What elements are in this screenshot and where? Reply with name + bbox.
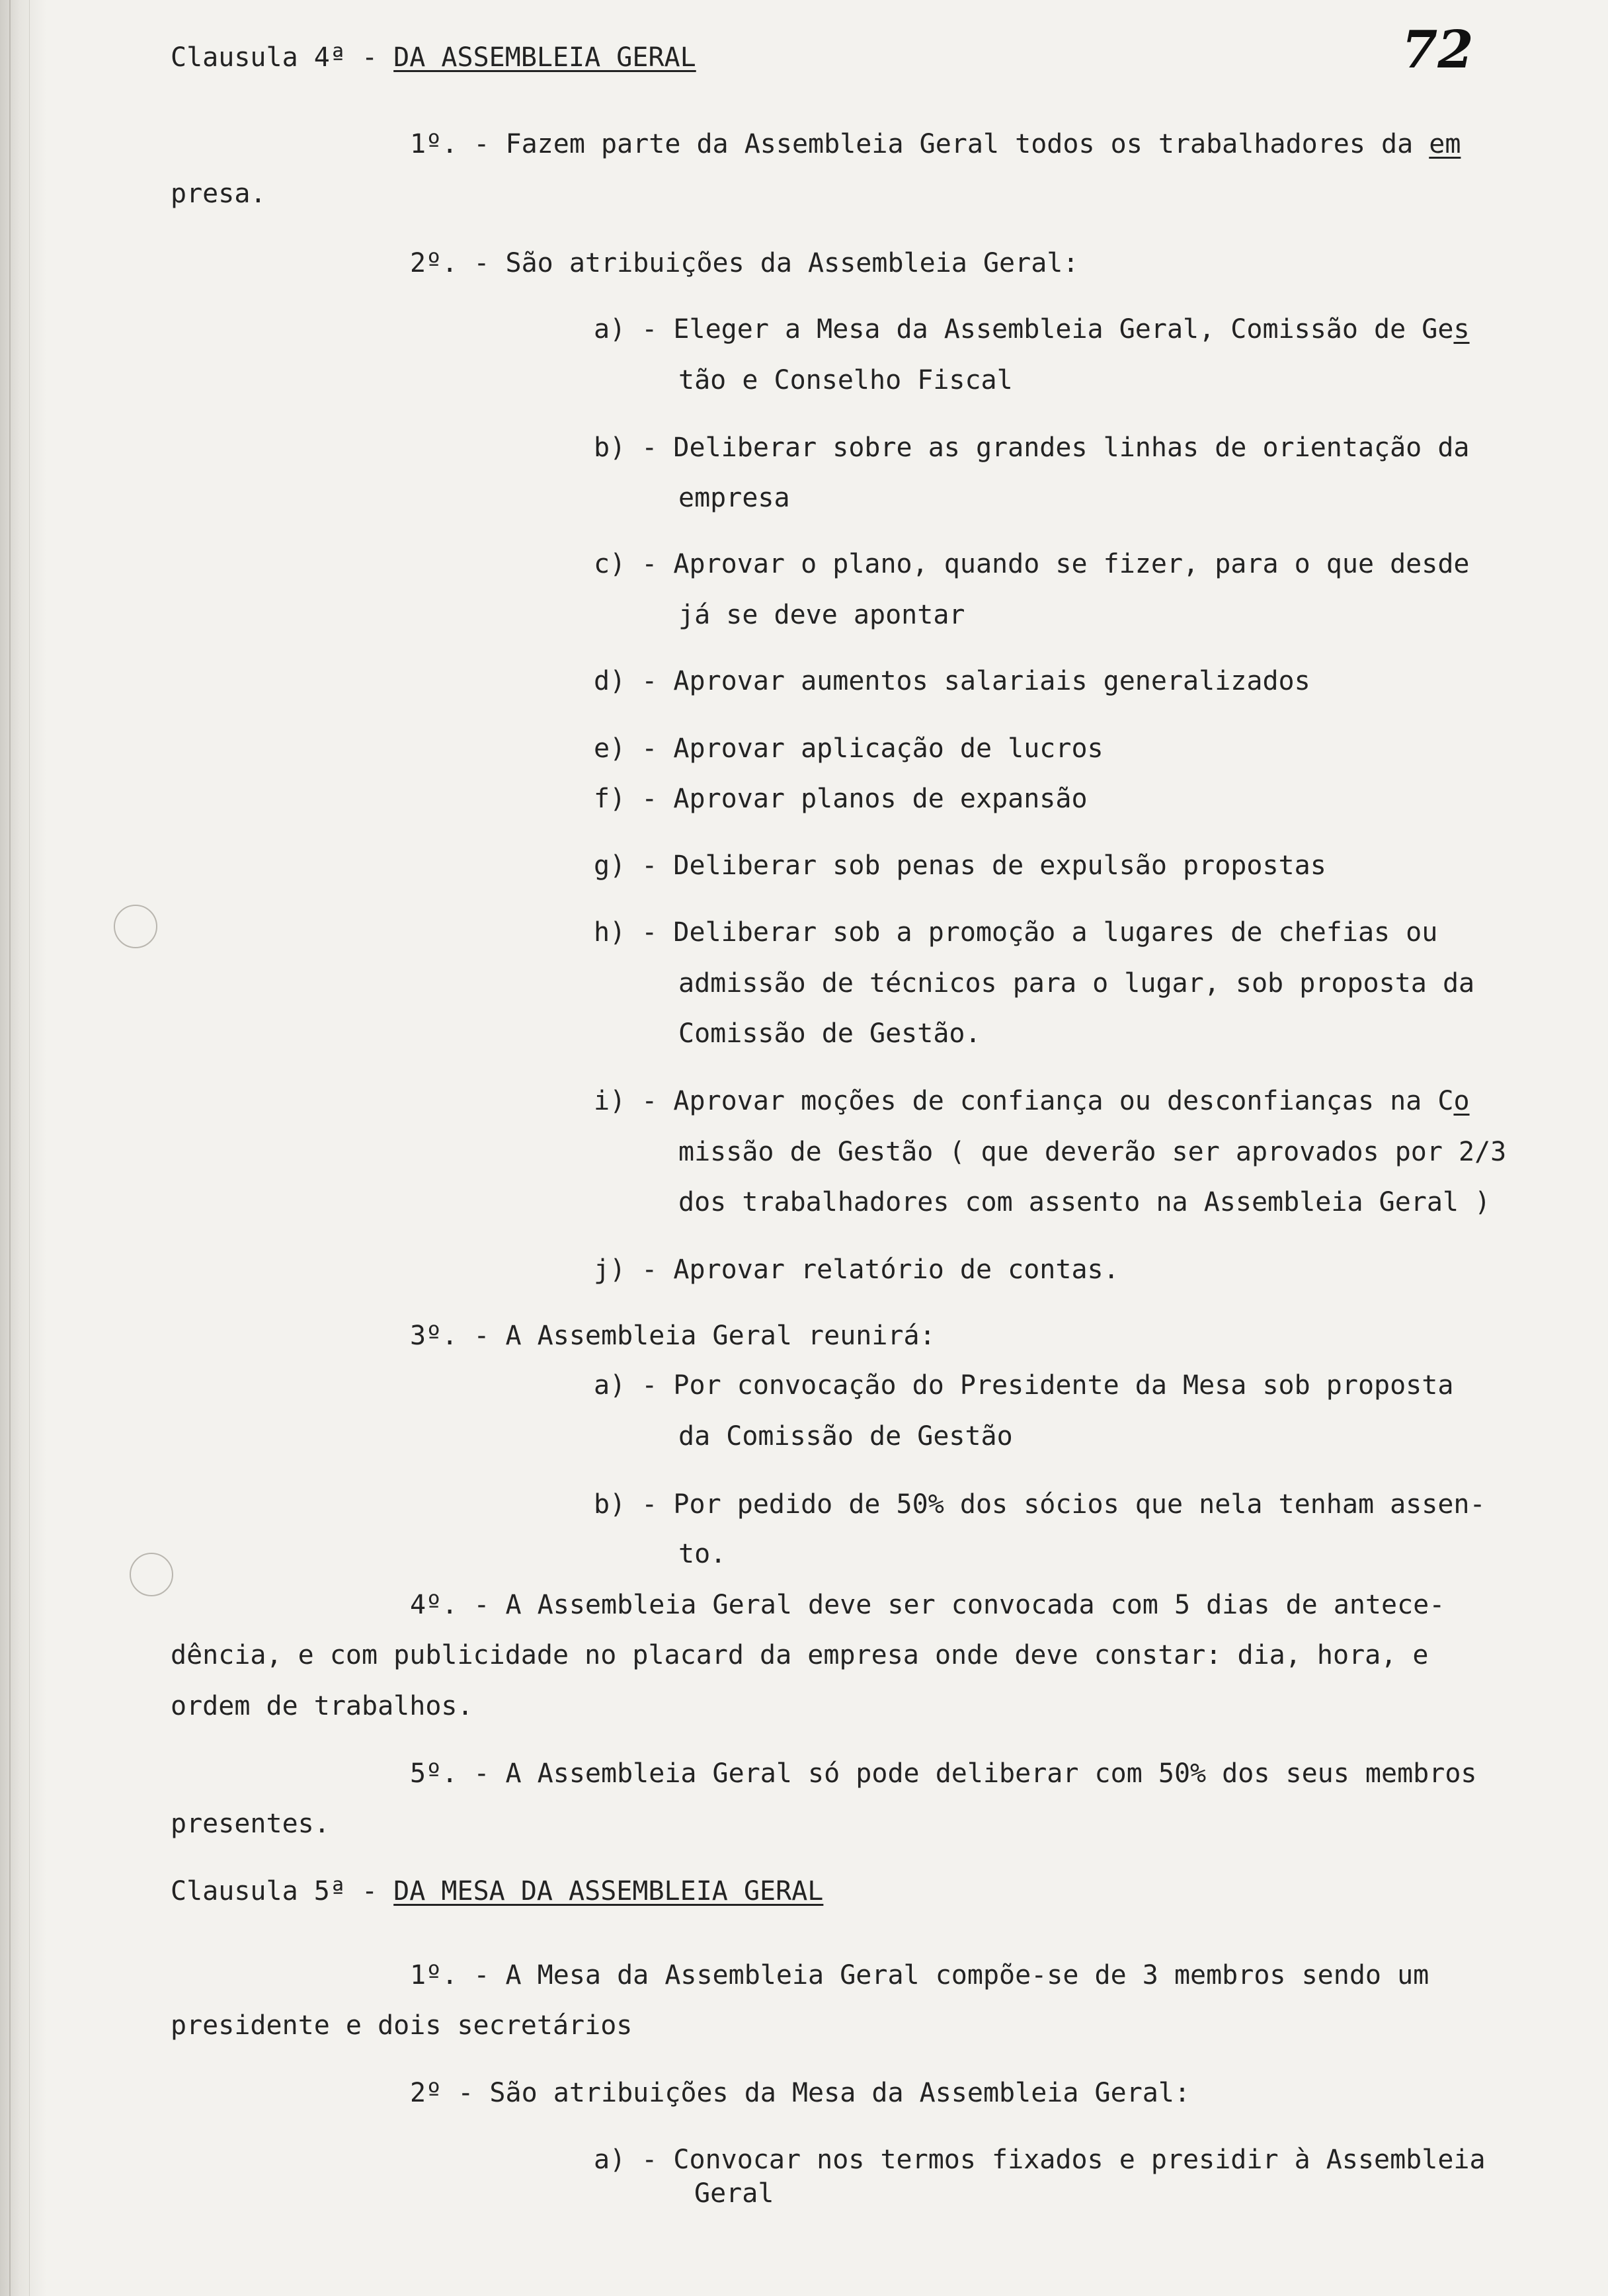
text-line-c1 [594, 548, 1470, 581]
text-span: 3º. - A Assembleia Geral reunirá: [410, 1321, 936, 1351]
text-span: g) - Deliberar sob penas de expulsão propostas [594, 850, 1326, 881]
text-span: ordem de trabalhos. [171, 1691, 473, 1721]
text-span: c) - Aprovar o plano, quando se fizer, para o que desde [594, 549, 1470, 579]
text-span: b) - Deliberar sobre as grandes linhas de orientação da [594, 432, 1470, 463]
text-line-i1 [594, 1085, 1470, 1118]
text-span: f) - Aprovar planos de expansão [594, 784, 1088, 814]
punch-hole-mark [130, 1553, 173, 1596]
text-line-a1 [594, 313, 1470, 346]
text-line-c5a1 [594, 2143, 1486, 2176]
text-span: missão de Gestão ( que deverão ser aprovados por 2/3 [678, 1137, 1507, 1167]
text-line-c5a2 [694, 2177, 774, 2210]
text-line-c4p4c [171, 1690, 473, 1723]
scan-edge-line [29, 0, 30, 2296]
text-span: 2º. - São atribuições da Assembleia Geral: [410, 248, 1079, 278]
text-span: tão e Conselho Fiscal [678, 365, 1013, 395]
underlined-text: o [1453, 1086, 1470, 1116]
scan-left-edge [0, 0, 46, 2296]
text-span: j) - Aprovar relatório de contas. [594, 1254, 1119, 1285]
text-line-c4p1 [410, 128, 1461, 161]
text-line-f1 [594, 782, 1088, 815]
text-line-c5 [171, 1875, 823, 1908]
text-line-b31 [594, 1488, 1486, 1521]
text-span: a) - Convocar nos termos fixados e presidir à Assembleia [594, 2145, 1486, 2175]
text-line-h3 [678, 1017, 981, 1050]
text-span: presentes. [171, 1809, 330, 1839]
text-line-c4p5b [171, 1807, 330, 1840]
text-line-b32 [678, 1538, 726, 1571]
underlined-text: DA ASSEMBLEIA GERAL [393, 42, 696, 73]
text-span: Comissão de Gestão. [678, 1018, 981, 1049]
text-span: dência, e com publicidade no placard da empresa onde deve constar: dia, hora, e [171, 1640, 1429, 1670]
text-span: 2º - São atribuições da Mesa da Assembleia Geral: [410, 2078, 1191, 2108]
text-span: a) - Por convocação do Presidente da Mesa sob proposta [594, 1370, 1454, 1401]
text-line-i2 [678, 1135, 1506, 1168]
text-line-c4p4b [171, 1639, 1428, 1672]
text-span: 1º. - A Mesa da Assembleia Geral compõe-se de 3 membros sendo um [410, 1960, 1429, 1990]
text-span: h) - Deliberar sob a promoção a lugares de chefias ou [594, 917, 1438, 948]
punch-hole-mark [114, 905, 157, 948]
text-line-e1 [594, 732, 1104, 765]
text-span: a) - Eleger a Mesa da Assembleia Geral, Comissão de Ge [594, 314, 1454, 345]
text-line-a32 [678, 1420, 1013, 1453]
underlined-text: em [1429, 129, 1461, 159]
text-line-c4p5 [410, 1757, 1477, 1790]
text-span: to. [678, 1539, 727, 1569]
text-line-c4p4 [410, 1588, 1445, 1621]
text-line-c4 [171, 41, 696, 74]
text-span: presidente e dois secretários [171, 2010, 633, 2041]
text-line-h2 [678, 967, 1474, 1000]
text-line-b1 [594, 431, 1470, 464]
text-span: admissão de técnicos para o lugar, sob proposta da [678, 968, 1475, 999]
text-span: da Comissão de Gestão [678, 1421, 1013, 1452]
text-line-c4p2 [410, 247, 1078, 280]
text-span: 5º. - A Assembleia Geral só pode deliberar com 50% dos seus membros [410, 1758, 1477, 1789]
text-line-c5p1b [171, 2009, 632, 2042]
underlined-text: DA MESA DA ASSEMBLEIA GERAL [393, 1876, 824, 1906]
text-line-h1 [594, 916, 1437, 949]
text-span: 1º. - Fazem parte da Assembleia Geral todos os trabalhadores da [410, 129, 1429, 159]
text-span: b) - Por pedido de 50% dos sócios que nela tenham assen- [594, 1489, 1486, 1520]
text-line-a2 [678, 364, 1013, 397]
text-line-b2 [678, 481, 790, 514]
text-span: Clausula 4ª - [171, 42, 394, 73]
text-line-j1 [594, 1253, 1119, 1286]
text-line-c5p1 [410, 1959, 1429, 1992]
text-span: e) - Aprovar aplicação de lucros [594, 733, 1104, 764]
underlined-text: s [1453, 314, 1470, 345]
text-span: 4º. - A Assembleia Geral deve ser convocada com 5 dias de antece- [410, 1590, 1445, 1620]
scan-edge-line [9, 0, 11, 2296]
text-span: já se deve apontar [678, 600, 965, 630]
text-span: Geral [694, 2178, 774, 2209]
text-line-i3 [678, 1186, 1490, 1219]
text-line-g1 [594, 849, 1326, 882]
text-span: empresa [678, 483, 790, 513]
text-span: i) - Aprovar moções de confiança ou desconfianças na C [594, 1086, 1454, 1116]
text-span: presa. [171, 179, 266, 209]
text-line-c5p2 [410, 2076, 1190, 2110]
text-line-c2 [678, 598, 965, 632]
text-line-a31 [594, 1369, 1453, 1402]
text-span: d) - Aprovar aumentos salariais generalizados [594, 666, 1310, 696]
text-span: dos trabalhadores com assento na Assembleia Geral ) [678, 1187, 1491, 1217]
text-line-c4p1b [171, 177, 266, 210]
text-line-d1 [594, 665, 1310, 698]
text-line-c4p3 [410, 1319, 936, 1352]
text-span: Clausula 5ª - [171, 1876, 394, 1906]
page-number: 72 [1402, 20, 1474, 80]
